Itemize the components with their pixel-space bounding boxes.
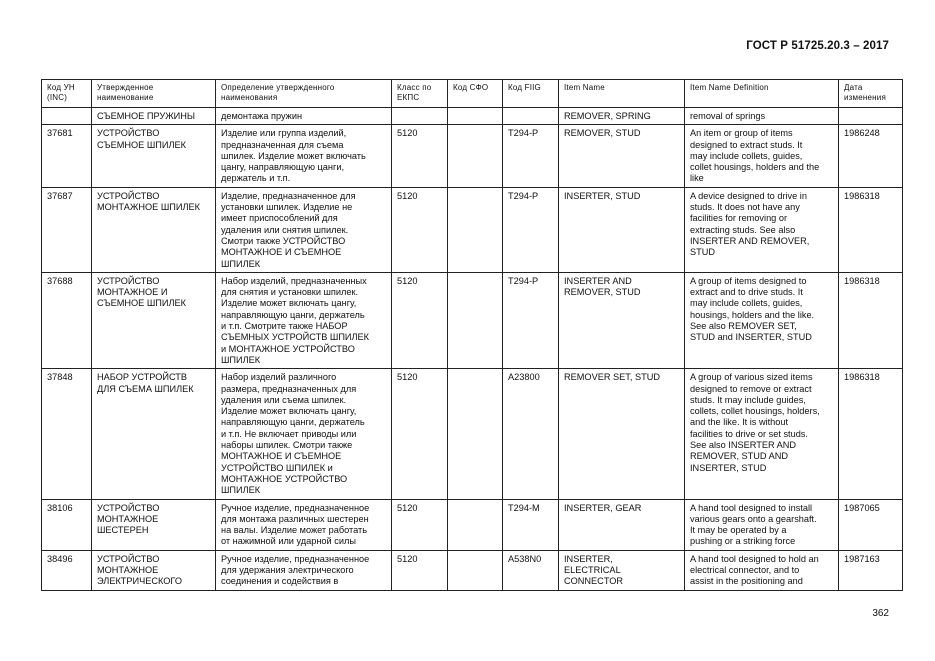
cell-definition: Изделие или группа изделий, предназначенная для съема шпилек. Изделие может включать цангу, направляющую цанги, держатель и т.п. [216,125,392,187]
cell-date: 1986248 [839,125,903,187]
cell-item-name: INSERTER AND REMOVER, STUD [559,272,685,368]
cell-sfo [448,369,503,499]
cell-definition: Набор изделий, предназначенных для снятия и установки шпилек. Изделие может включать цангу, направляющую цанги, держатель и т.п. Смотрите также НАБОР СЪЕМНЫХ УСТРОЙСТВ ШПИЛЕК и МОНТАЖНОЕ УСТРОЙСТВО ШПИЛЕК [216,272,392,368]
cell-sfo [448,187,503,272]
cell-item-name: REMOVER SET, STUD [559,369,685,499]
cell-fiig: T294-M [503,499,559,550]
cell-item-definition: A group of various sized items designed to remove or extract studs. It may include guides, collets, collet housings, holders, and the like. It is without facilities to drive or set studs. See also INSERTER AND REMOVER, STUD AND INSERTER, STUD [685,369,839,499]
cell-definition: Ручное изделие, предназначенное для удержания электрического соединения и содействия в [216,550,392,590]
cell-approved-name: СЪЕМНОЕ ПРУЖИНЫ [92,108,216,125]
cell-inc: 38496 [42,550,92,590]
column-header-item-name: Item Name [559,80,685,108]
cell-date: 1986318 [839,272,903,368]
column-header-item-definition: Item Name Definition [685,80,839,108]
cell-date [839,108,903,125]
column-header-definition: Определение утвержденного наименования [216,80,392,108]
column-header-approved-name: Утвержденное наименование [92,80,216,108]
cell-class: 5120 [392,187,448,272]
column-header-class: Класс по ЕКПС [392,80,448,108]
cell-class: 5120 [392,272,448,368]
cell-class: 5120 [392,550,448,590]
cell-item-name: INSERTER, GEAR [559,499,685,550]
column-header-date: Дата изменения [839,80,903,108]
cell-date: 1986318 [839,187,903,272]
cell-definition: демонтажа пружин [216,108,392,125]
cell-item-definition: removal of springs [685,108,839,125]
table-row [42,108,903,125]
cell-inc [42,108,92,125]
table-header-row [42,80,903,108]
table-row [42,550,903,590]
page-number: 362 [872,608,889,619]
cell-date: 1987065 [839,499,903,550]
cell-inc: 38106 [42,499,92,550]
cell-inc: 37848 [42,369,92,499]
table-row [42,272,903,368]
cell-definition: Ручное изделие, предназначенное для монтажа различных шестерен на валы. Изделие может работать от нажимной или ударной силы [216,499,392,550]
cell-fiig: T294-P [503,125,559,187]
cell-item-definition: A group of items designed to extract and to drive studs. It may include collets, guides, housings, holders and the like. See also REMOVER SET, STUD and INSERTER, STUD [685,272,839,368]
cell-sfo [448,550,503,590]
table-row [42,499,903,550]
cell-approved-name: УСТРОЙСТВО МОНТАЖНОЕ И СЪЕМНОЕ ШПИЛЕК [92,272,216,368]
cell-item-definition: A hand tool designed to install various gears onto a gearshaft. It may be operated by a pushing or a striking force [685,499,839,550]
cell-sfo [448,125,503,187]
cell-fiig: T294-P [503,272,559,368]
table-row [42,369,903,499]
cell-date: 1987163 [839,550,903,590]
cell-fiig [503,108,559,125]
cell-inc: 37681 [42,125,92,187]
document-code: ГОСТ Р 51725.20.3 – 2017 [746,40,889,52]
cell-item-name: INSERTER, STUD [559,187,685,272]
cell-approved-name: УСТРОЙСТВО МОНТАЖНОЕ ШПИЛЕК [92,187,216,272]
nomenclature-table [41,79,903,591]
cell-inc: 37687 [42,187,92,272]
cell-approved-name: УСТРОЙСТВО МОНТАЖНОЕ ШЕСТЕРЕН [92,499,216,550]
cell-approved-name: УСТРОЙСТВО СЪЕМНОЕ ШПИЛЕК [92,125,216,187]
cell-class: 5120 [392,369,448,499]
cell-item-definition: A device designed to drive in studs. It does not have any facilities for removing or extracting studs. See also INSERTER AND REMOVER, STUD [685,187,839,272]
cell-date: 1986318 [839,369,903,499]
table-row [42,125,903,187]
cell-item-name: REMOVER, STUD [559,125,685,187]
cell-item-name: REMOVER, SPRING [559,108,685,125]
cell-approved-name: УСТРОЙСТВО МОНТАЖНОЕ ЭЛЕКТРИЧЕСКОГО [92,550,216,590]
cell-sfo [448,108,503,125]
table-row [42,187,903,272]
cell-inc: 37688 [42,272,92,368]
cell-class: 5120 [392,499,448,550]
cell-approved-name: НАБОР УСТРОЙСТВ ДЛЯ СЪЕМА ШПИЛЕК [92,369,216,499]
cell-definition: Набор изделий различного размера, предназначенных для удаления или съема шпилек. Изделие может включать цангу, направляющую цанги, держатель и т.п. Не включает приводы или наборы шпилек. Смотри также МОНТАЖНОЕ И СЪЕМНОЕ УСТРОЙСТВО ШПИЛЕК и МОНТАЖНОЕ УСТРОЙСТВО ШПИЛЕК [216,369,392,499]
cell-item-definition: An item or group of items designed to extract studs. It may include collets, guides, collet housings, holders and the like [685,125,839,187]
cell-item-definition: A hand tool designed to hold an electrical connector, and to assist in the positioning and [685,550,839,590]
cell-class [392,108,448,125]
cell-sfo [448,272,503,368]
cell-definition: Изделие, предназначенное для установки шпилек. Изделие не имеет приспособлений для удаления или снятия шпилек. Смотри также УСТРОЙСТВО МОНТАЖНОЕ И СЪЕМНОЕ ШПИЛЕК [216,187,392,272]
cell-fiig: A23800 [503,369,559,499]
cell-class: 5120 [392,125,448,187]
column-header-fiig: Код FIIG [503,80,559,108]
cell-item-name: INSERTER, ELECTRICAL CONNECTOR [559,550,685,590]
column-header-sfo: Код СФО [448,80,503,108]
cell-fiig: A538N0 [503,550,559,590]
cell-sfo [448,499,503,550]
cell-fiig: T294-P [503,187,559,272]
column-header-inc: Код УН (INC) [42,80,92,108]
